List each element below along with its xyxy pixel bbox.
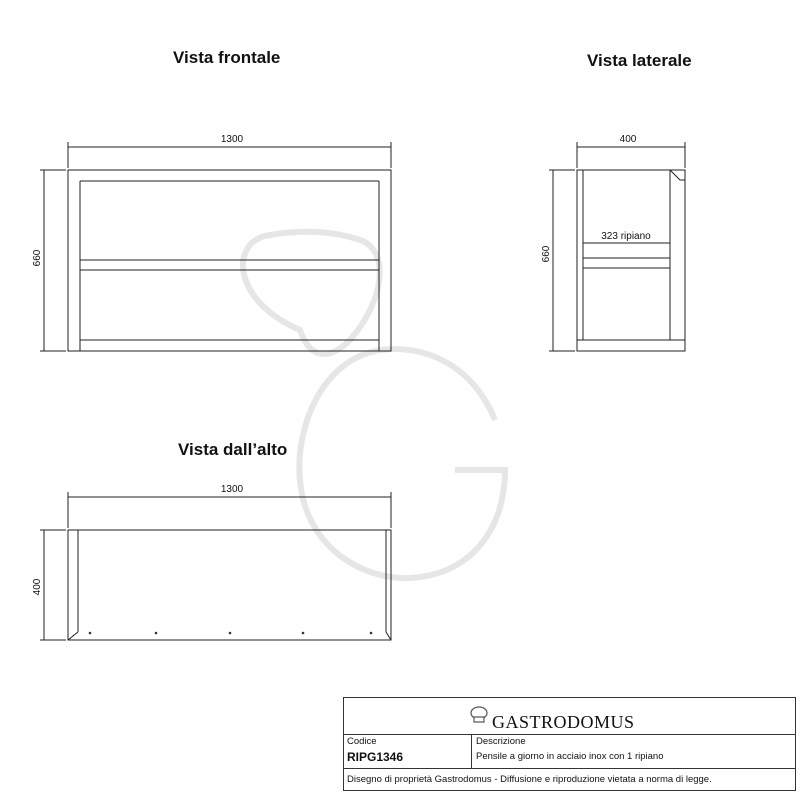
- mounting-hole: [155, 632, 158, 635]
- side-width-label: 400: [619, 134, 637, 145]
- top-right-corner-chamfer: [386, 632, 391, 640]
- description-header: Descrizione: [476, 736, 526, 747]
- mounting-hole: [89, 632, 92, 635]
- title-block-logo-row: [344, 698, 795, 735]
- side-view-title: Vista laterale: [587, 51, 692, 70]
- top-cabinet-outline: [68, 530, 391, 640]
- front-width-label: 1300: [220, 134, 244, 145]
- side-cabinet-outline: [577, 170, 685, 351]
- mounting-hole: [370, 632, 373, 635]
- side-height-label: 660: [541, 245, 552, 263]
- top-depth-label: 400: [32, 578, 43, 596]
- title-block-divider: [471, 734, 472, 768]
- product-description: Pensile a giorno in acciaio inox con 1 ripiano: [476, 751, 664, 762]
- mounting-hole: [229, 632, 232, 635]
- top-view-title: Vista dall’alto: [178, 440, 288, 459]
- side-view: [549, 142, 685, 351]
- ownership-notice: Disegno di proprietà Gastrodomus - Diffusione e riproduzione vietata a norma di legge.: [347, 774, 712, 785]
- side-shelf-label: 323 ripiano: [601, 231, 651, 242]
- front-shelf: [80, 260, 379, 270]
- side-front-lip: [670, 170, 685, 180]
- title-block: [343, 697, 796, 791]
- front-height-label: 660: [32, 249, 43, 267]
- mounting-hole: [302, 632, 305, 635]
- product-code: RIPG1346: [347, 750, 404, 764]
- front-view-title: Vista frontale: [173, 48, 281, 67]
- front-view: [40, 142, 391, 351]
- chef-hat-icon: [468, 704, 490, 726]
- top-left-corner-chamfer: [68, 632, 78, 640]
- watermark-logo: [243, 232, 505, 578]
- top-view-holes: [89, 632, 373, 635]
- side-shelf: [583, 258, 670, 268]
- title-block-footer-divider: [344, 768, 795, 769]
- top-width-label: 1300: [220, 484, 244, 495]
- brand-name: GASTRODOMUS: [492, 712, 635, 732]
- top-view: [40, 492, 391, 640]
- code-header: Codice: [347, 736, 377, 747]
